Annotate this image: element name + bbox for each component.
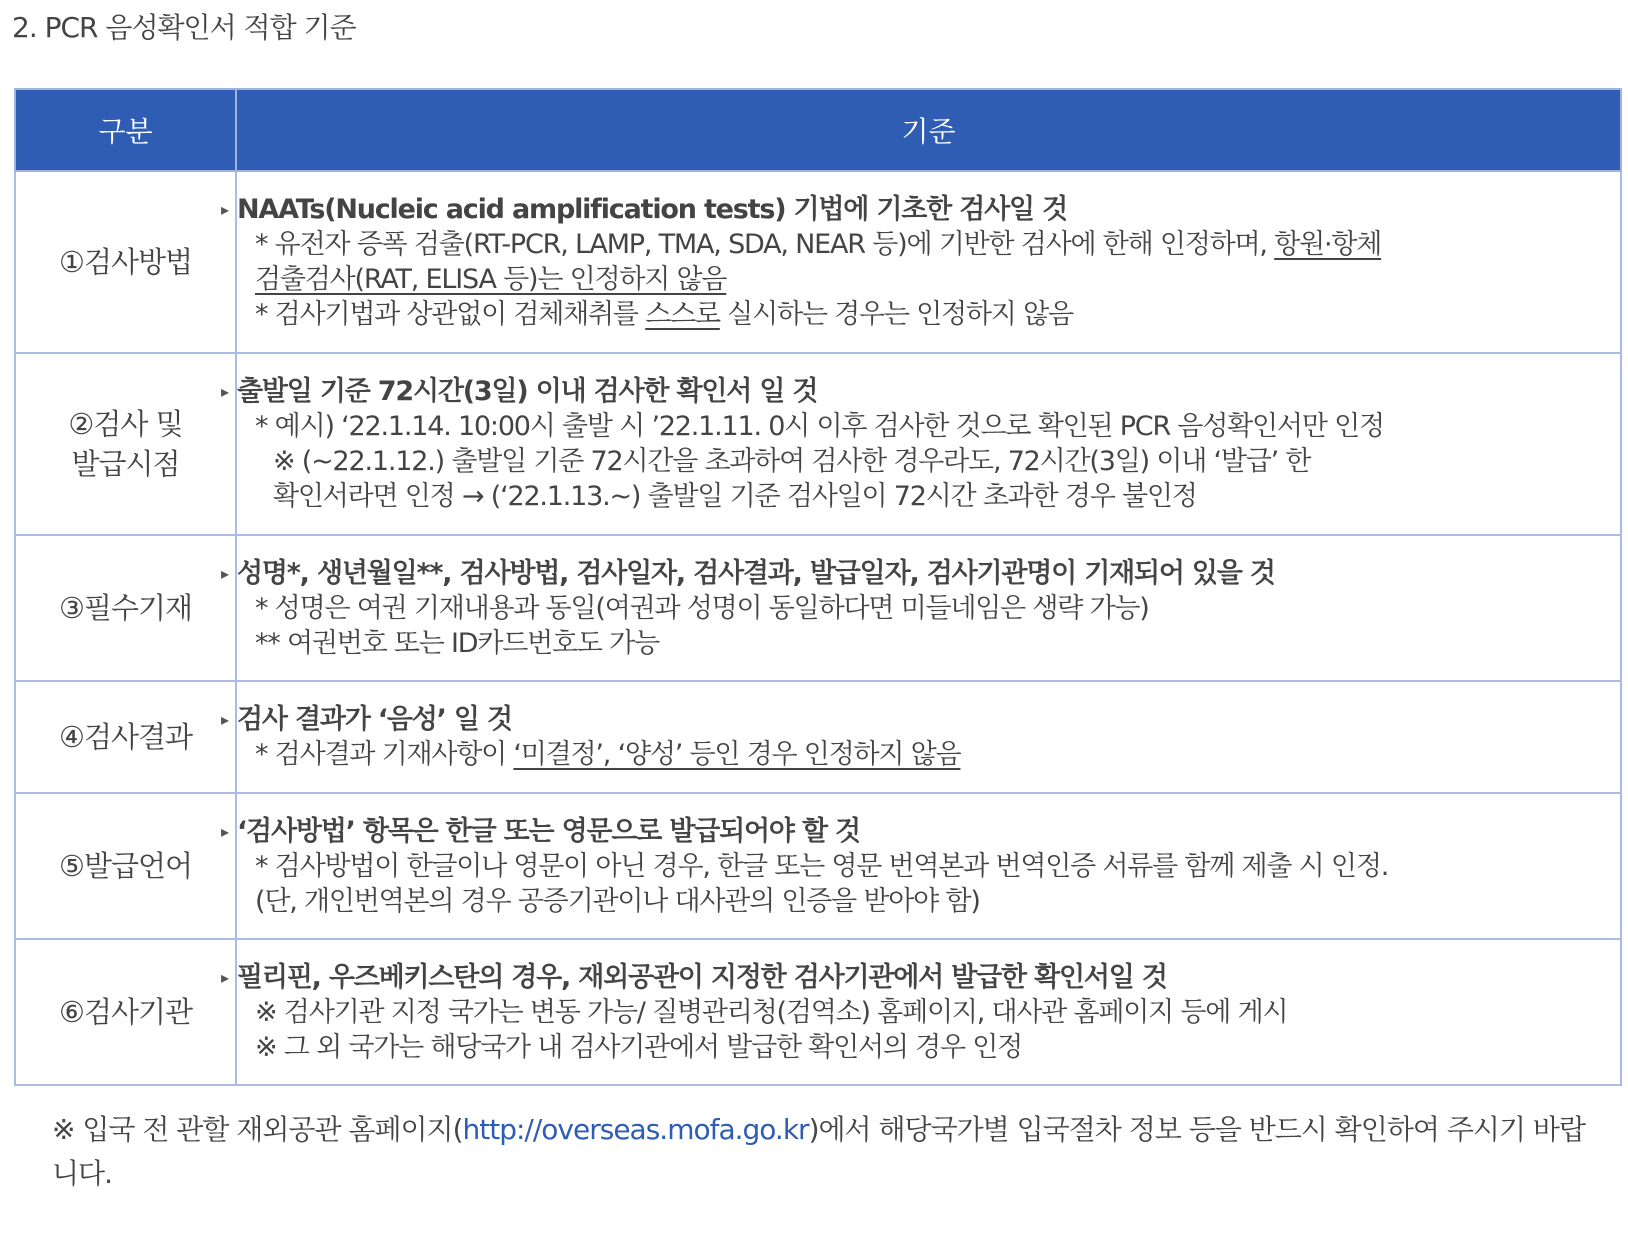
category-cell <box>15 793 236 939</box>
criterion-note: ※ 그 외 국가는 해당국가 내 검사기관에서 발급한 확인서의 경우 인정 <box>255 1031 1023 1063</box>
criterion-note: * 성명은 여권 기재내용과 동일(여권과 성명이 동일하다면 미들네임은 생략 가능) <box>255 592 1149 624</box>
criteria-cell <box>221 535 1621 681</box>
criteria-cell <box>221 681 1621 793</box>
triangle-bullet-icon: ▸ <box>221 200 228 219</box>
criterion-main: ▸ 출발일 기준 72시간(3일) 이내 검사한 확인서 일 것 <box>221 376 818 407</box>
table-header-row <box>15 89 1621 171</box>
triangle-bullet-icon: ▸ <box>221 967 228 987</box>
triangle-bullet-icon: ▸ <box>221 821 228 841</box>
category-label: ⑤발급언어 <box>58 849 193 883</box>
page-title: 2. PCR 음성확인서 적합 기준 <box>12 11 356 44</box>
table-row <box>15 171 1621 353</box>
category-label: ⑥검사기관 <box>58 995 193 1029</box>
criterion-main: ▸ NAATs(Nucleic acid amplification tests) 기법에 기초한 검사일 것 <box>221 194 1067 225</box>
category-cell <box>15 939 236 1085</box>
criterion-note: ※ (~22.1.12.) 출발일 기준 72시간을 초과하여 검사한 경우라도, 72시간(3일) 이내 ‘발급’ 한 <box>273 446 1311 477</box>
header-category: 구분 <box>15 89 236 171</box>
criterion-main: ▸ 검사 결과가 ‘음성’ 일 것 <box>221 704 512 735</box>
criterion-note: * 유전자 증폭 검출(RT-PCR, LAMP, TMA, SDA, NEAR 등)에 기반한 검사에 한해 인정하며, 항원·항체 <box>255 229 1382 260</box>
category-label: ③필수기재 <box>58 591 193 625</box>
table-row <box>15 681 1621 793</box>
category-label: ①검사방법 <box>58 245 193 279</box>
triangle-bullet-icon: ▸ <box>221 563 228 583</box>
criteria-cell <box>221 793 1621 939</box>
criterion-note: ※ 검사기관 지정 국가는 변동 가능/ 질병관리청(검역소) 홈페이지, 대사관 홈페이지 등에 게시 <box>255 996 1288 1028</box>
criterion-note: * 검사결과 기재사항이 ‘미결정’, ‘양성’ 등인 경우 인정하지 않음 <box>255 739 961 770</box>
criteria-cell <box>221 171 1621 353</box>
overseas-mofa-link[interactable]: http://overseas.mofa.go.kr <box>462 1113 809 1146</box>
category-cell <box>15 681 236 793</box>
criterion-note: (단, 개인번역본의 경우 공증기관이나 대사관의 인증을 받아야 함) <box>255 885 980 917</box>
category-label: 발급시점 <box>71 447 180 481</box>
category-cell <box>15 535 236 681</box>
criterion-main: ▸ 성명*, 생년월일**, 검사방법, 검사일자, 검사결과, 발급일자, 검사기관명이 기재되어 있을 것 <box>221 557 1275 589</box>
criterion-main: ▸ ‘검사방법’ 항목은 한글 또는 영문으로 발급되어야 할 것 <box>221 815 860 847</box>
criteria-table <box>14 88 1622 1086</box>
table-row <box>15 793 1621 939</box>
criterion-note: 검출검사(RAT, ELISA 등)는 인정하지 않음 <box>255 264 727 295</box>
category-label: ④검사결과 <box>58 720 193 754</box>
criterion-note: ** 여권번호 또는 ID카드번호도 가능 <box>255 627 659 659</box>
header-criteria: 기준 <box>236 89 1621 171</box>
criterion-note: 확인서라면 인정 → (‘22.1.13.~) 출발일 기준 검사일이 72시간 초과한 경우 불인정 <box>273 481 1197 512</box>
footnote: ※ 입국 전 관할 재외공관 홈페이지(http://overseas.mofa.go.kr)에서 해당국가별 입국절차 정보 등을 반드시 확인하여 주시기 바랍니다. <box>52 1113 1585 1190</box>
triangle-bullet-icon: ▸ <box>221 710 228 729</box>
category-label: ②검사 및 <box>68 407 183 441</box>
criterion-note: * 예시) ‘22.1.14. 10:00시 출발 시 ’22.1.11. 0시 이후 검사한 것으로 확인된 PCR 음성확인서만 인정 <box>255 411 1384 442</box>
table-row <box>15 939 1621 1085</box>
triangle-bullet-icon: ▸ <box>221 382 228 401</box>
criterion-note: * 검사방법이 한글이나 영문이 아닌 경우, 한글 또는 영문 번역본과 번역인증 서류를 함께 제출 시 인정. <box>255 850 1389 882</box>
category-cell <box>15 171 236 353</box>
criteria-cell <box>221 939 1621 1085</box>
criteria-cell <box>221 353 1621 535</box>
category-cell <box>15 353 236 535</box>
table-row <box>15 353 1621 535</box>
criterion-main: ▸ 필리핀, 우즈베키스탄의 경우, 재외공관이 지정한 검사기관에서 발급한 확인서일 것 <box>221 961 1167 993</box>
table-row <box>15 535 1621 681</box>
criterion-note: * 검사기법과 상관없이 검체채취를 스스로 실시하는 경우는 인정하지 않음 <box>255 299 1073 330</box>
